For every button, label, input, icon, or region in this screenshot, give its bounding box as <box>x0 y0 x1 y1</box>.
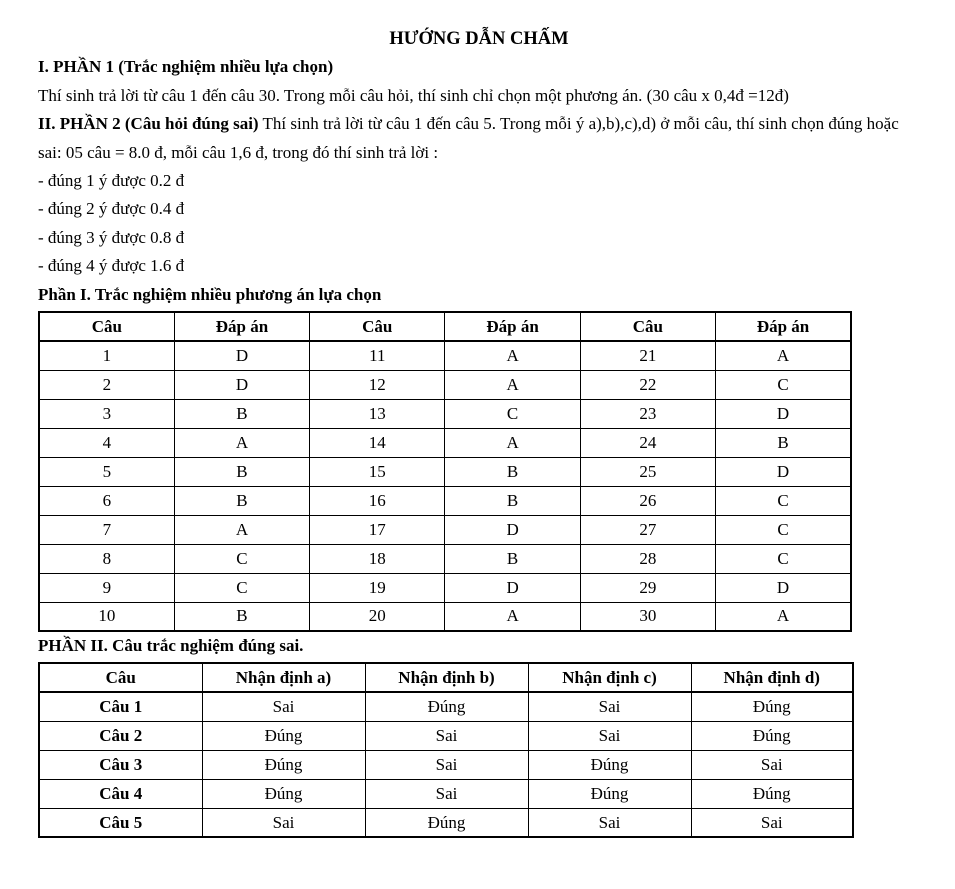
question-label-cell: Câu 2 <box>39 721 202 750</box>
question-number-cell: 30 <box>580 602 715 631</box>
truefalse-table-header-cell: Nhận định c) <box>528 663 691 692</box>
bullet-scoring-2: - đúng 2 ý được 0.4 đ <box>38 199 185 219</box>
part1-text: Thí sinh trả lời từ câu 1 đến câu 30. Trong mỗi câu hỏi, thí sinh chỉ chọn một phương án. (30 câu x 0,4đ =12đ) <box>38 85 789 105</box>
answer-cell: C <box>716 515 851 544</box>
answer-table-row <box>39 486 851 515</box>
truefalse-value-cell: Đúng <box>202 750 365 779</box>
truefalse-value-cell: Sai <box>528 808 691 837</box>
truefalse-value-cell: Sai <box>528 692 691 721</box>
answer-cell: B <box>445 486 580 515</box>
truefalse-table-header-cell: Câu <box>39 663 202 692</box>
answer-cell: A <box>445 602 580 631</box>
answer-cell: A <box>716 602 851 631</box>
answer-table-row <box>39 457 851 486</box>
question-number-cell: 22 <box>580 370 715 399</box>
answer-cell: D <box>716 573 851 602</box>
answer-cell: A <box>174 428 309 457</box>
truefalse-value-cell: Sai <box>528 721 691 750</box>
question-number-cell: 20 <box>310 602 445 631</box>
answer-cell: A <box>716 341 851 370</box>
answer-table-header-cell: Câu <box>310 312 445 341</box>
answer-cell: A <box>445 341 580 370</box>
truefalse-table-header-cell: Nhận định a) <box>202 663 365 692</box>
answer-table-header-cell: Câu <box>39 312 174 341</box>
truefalse-value-cell: Đúng <box>691 721 853 750</box>
question-number-cell: 5 <box>39 457 174 486</box>
answer-cell: C <box>174 544 309 573</box>
answer-cell: D <box>445 515 580 544</box>
truefalse-table-row <box>39 750 853 779</box>
question-number-cell: 4 <box>39 428 174 457</box>
truefalse-value-cell: Đúng <box>691 692 853 721</box>
part2-heading: II. PHẦN 2 (Câu hỏi đúng sai) <box>38 114 259 134</box>
truefalse-table-row <box>39 779 853 808</box>
truefalse-table-row <box>39 692 853 721</box>
truefalse-table-row <box>39 721 853 750</box>
truefalse-table-heading: PHẦN II. Câu trắc nghiệm đúng sai. <box>38 636 304 656</box>
question-number-cell: 6 <box>39 486 174 515</box>
answer-table-heading: Phần I. Trắc nghiệm nhiều phương án lựa chọn <box>38 284 382 304</box>
answer-table-row <box>39 515 851 544</box>
question-number-cell: 10 <box>39 602 174 631</box>
document-title: HƯỚNG DẪN CHẤM <box>389 29 569 49</box>
truefalse-table-header-cell: Nhận định d) <box>691 663 853 692</box>
answer-table-header-cell: Đáp án <box>445 312 580 341</box>
question-number-cell: 21 <box>580 341 715 370</box>
question-number-cell: 24 <box>580 428 715 457</box>
answer-cell: D <box>716 399 851 428</box>
answer-cell: B <box>174 399 309 428</box>
question-number-cell: 29 <box>580 573 715 602</box>
truefalse-value-cell: Sai <box>202 692 365 721</box>
question-number-cell: 17 <box>310 515 445 544</box>
answer-cell: C <box>716 486 851 515</box>
question-number-cell: 23 <box>580 399 715 428</box>
question-number-cell: 7 <box>39 515 174 544</box>
answer-table-header-cell: Đáp án <box>716 312 851 341</box>
answer-table-row <box>39 399 851 428</box>
question-number-cell: 25 <box>580 457 715 486</box>
truefalse-value-cell: Sai <box>202 808 365 837</box>
part1-heading: I. PHẦN 1 (Trắc nghiệm nhiều lựa chọn) <box>38 57 334 77</box>
answer-cell: C <box>716 370 851 399</box>
question-number-cell: 26 <box>580 486 715 515</box>
question-number-cell: 9 <box>39 573 174 602</box>
question-number-cell: 15 <box>310 457 445 486</box>
question-number-cell: 19 <box>310 573 445 602</box>
truefalse-value-cell: Đúng <box>365 808 528 837</box>
answer-cell: B <box>445 544 580 573</box>
answer-cell: A <box>445 370 580 399</box>
answer-table-row <box>39 602 851 631</box>
answer-table-row <box>39 370 851 399</box>
answer-table-header-cell: Câu <box>580 312 715 341</box>
truefalse-value-cell: Đúng <box>528 750 691 779</box>
question-label-cell: Câu 3 <box>39 750 202 779</box>
truefalse-table-header-cell: Nhận định b) <box>365 663 528 692</box>
truefalse-table <box>38 662 854 838</box>
question-number-cell: 12 <box>310 370 445 399</box>
question-number-cell: 14 <box>310 428 445 457</box>
question-number-cell: 18 <box>310 544 445 573</box>
answer-cell: C <box>716 544 851 573</box>
truefalse-value-cell: Đúng <box>691 779 853 808</box>
answer-cell: A <box>174 515 309 544</box>
question-number-cell: 16 <box>310 486 445 515</box>
question-number-cell: 27 <box>580 515 715 544</box>
part2-text: Thí sinh trả lời từ câu 1 đến câu 5. Trong mỗi ý a),b),c),d) ở mỗi câu, thí sinh chọn đúng hoặc sai: 05 câu = 8.0 đ, mỗi câu 1,6 đ, trong đó thí sinh trả lời : <box>38 114 899 162</box>
answer-table <box>38 311 852 632</box>
answer-cell: C <box>174 573 309 602</box>
truefalse-value-cell: Đúng <box>365 692 528 721</box>
question-label-cell: Câu 4 <box>39 779 202 808</box>
truefalse-table-header-row <box>39 663 853 692</box>
answer-table-row <box>39 428 851 457</box>
answer-table-header-cell: Đáp án <box>174 312 309 341</box>
truefalse-value-cell: Đúng <box>202 779 365 808</box>
truefalse-value-cell: Sai <box>691 750 853 779</box>
question-number-cell: 3 <box>39 399 174 428</box>
part2-paragraph <box>38 110 920 167</box>
question-label-cell: Câu 1 <box>39 692 202 721</box>
question-number-cell: 28 <box>580 544 715 573</box>
answer-cell: D <box>716 457 851 486</box>
answer-table-row <box>39 544 851 573</box>
answer-cell: D <box>445 573 580 602</box>
answer-cell: D <box>174 341 309 370</box>
bullet-scoring-4: - đúng 4 ý được 1.6 đ <box>38 256 185 276</box>
question-number-cell: 1 <box>39 341 174 370</box>
truefalse-value-cell: Sai <box>365 721 528 750</box>
answer-cell: A <box>445 428 580 457</box>
truefalse-value-cell: Sai <box>691 808 853 837</box>
answer-cell: B <box>174 486 309 515</box>
bullet-scoring-1: - đúng 1 ý được 0.2 đ <box>38 171 185 191</box>
answer-cell: D <box>174 370 309 399</box>
answer-table-header-row <box>39 312 851 341</box>
question-number-cell: 11 <box>310 341 445 370</box>
answer-cell: B <box>174 602 309 631</box>
answer-cell: B <box>174 457 309 486</box>
question-number-cell: 2 <box>39 370 174 399</box>
question-number-cell: 13 <box>310 399 445 428</box>
answer-cell: B <box>445 457 580 486</box>
truefalse-value-cell: Sai <box>365 750 528 779</box>
bullet-scoring-3: - đúng 3 ý được 0.8 đ <box>38 227 185 247</box>
truefalse-value-cell: Đúng <box>202 721 365 750</box>
answer-table-row <box>39 573 851 602</box>
truefalse-value-cell: Đúng <box>528 779 691 808</box>
answer-cell: B <box>716 428 851 457</box>
truefalse-table-row <box>39 808 853 837</box>
answer-table-row <box>39 341 851 370</box>
truefalse-value-cell: Sai <box>365 779 528 808</box>
answer-cell: C <box>445 399 580 428</box>
question-number-cell: 8 <box>39 544 174 573</box>
question-label-cell: Câu 5 <box>39 808 202 837</box>
